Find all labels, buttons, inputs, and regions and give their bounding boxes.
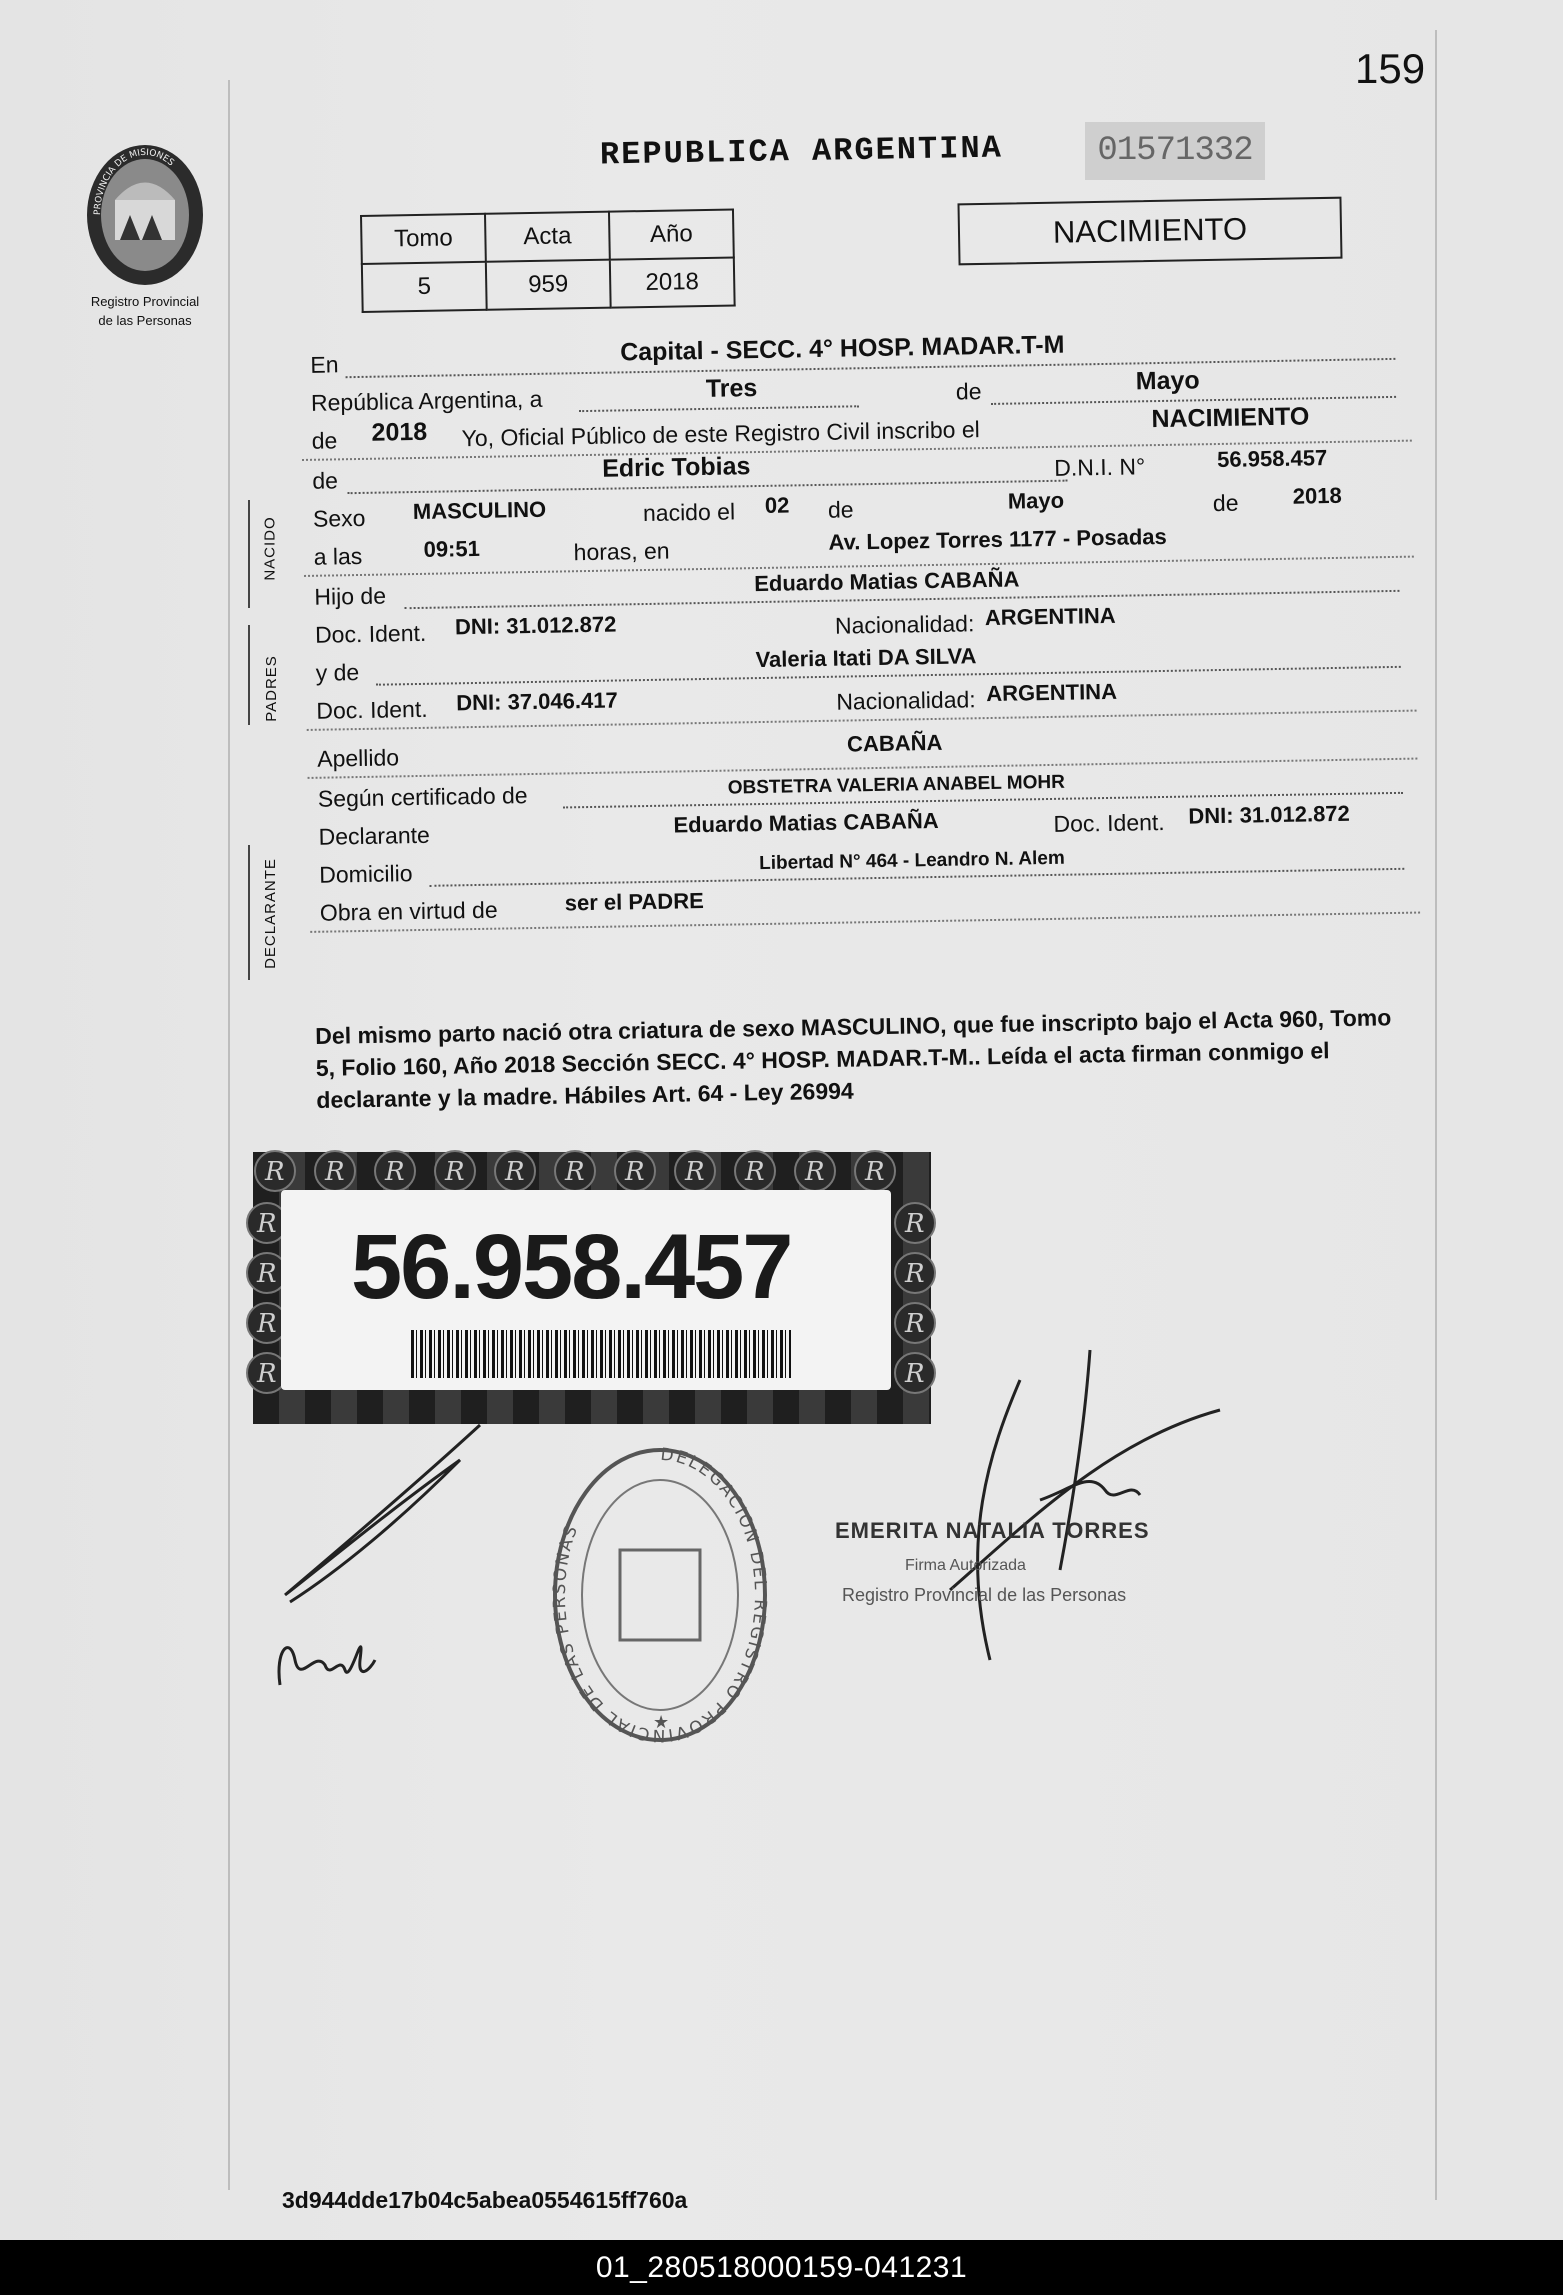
- declarante-bar: [248, 845, 250, 980]
- pattern-letter: R: [445, 1157, 465, 1187]
- value-anio: 2018: [610, 257, 735, 307]
- right-margin-line: [1435, 30, 1437, 2200]
- record-type-box: NACIMIENTO: [957, 197, 1342, 266]
- nacido-bar: [248, 500, 250, 608]
- header-acta: Acta: [485, 212, 610, 262]
- certificado-label: Según certificado de: [317, 782, 528, 812]
- en-value: Capital - SECC. 4° HOSP. MADAR.T-M: [619, 330, 1065, 367]
- id-sticker: [253, 1152, 931, 1424]
- barcode-icon: [411, 1330, 791, 1378]
- yde-label: y de: [315, 659, 360, 686]
- page-number: 159: [1355, 45, 1426, 92]
- nombre-value: Edric Tobias: [601, 452, 751, 483]
- madre-nac-label: Nacionalidad:: [836, 686, 976, 715]
- certificado-value: OBSTETRA VALERIA ANABEL MOHR: [727, 771, 1066, 799]
- padre-nac-label: Nacionalidad:: [834, 610, 975, 639]
- document-title: REPUBLICA ARGENTINA: [599, 129, 1004, 174]
- pattern-letter: R: [905, 1309, 925, 1339]
- serial-number: 01571332: [1085, 122, 1265, 180]
- official-registry: Registro Provincial de las Personas: [842, 1585, 1127, 1605]
- horas-label: horas, en: [573, 537, 670, 566]
- header-tomo: Tomo: [361, 214, 486, 264]
- pattern-letter: R: [505, 1157, 525, 1187]
- madre-doc-label: Doc. Ident.: [316, 695, 428, 724]
- domicilio-value: Libertad N° 464 - Leandro N. Alem: [758, 847, 1065, 875]
- de-year-label: de: [311, 427, 338, 454]
- pattern-letter: R: [865, 1157, 885, 1187]
- registry-stamp: [545, 1440, 775, 1760]
- year-value: 2018: [371, 417, 428, 447]
- pattern-letter: R: [905, 1209, 925, 1239]
- value-acta: 959: [486, 260, 611, 310]
- nacido-anio: 2018: [1292, 482, 1342, 509]
- value-tomo: 5: [362, 262, 487, 312]
- pattern-letter: R: [685, 1157, 705, 1187]
- header-anio: Año: [609, 209, 734, 259]
- decl-doc-value: DNI: 31.012.872: [1188, 800, 1350, 829]
- pattern-letter: R: [745, 1157, 765, 1187]
- pattern-letter: R: [257, 1309, 277, 1339]
- left-margin-line: [228, 80, 230, 2190]
- official-name: EMERITA NATALIA TORRES: [835, 1518, 1150, 1543]
- logo-caption-2: de las Personas: [98, 313, 192, 328]
- declarante-label: Declarante: [318, 821, 431, 850]
- pattern-letter: R: [805, 1157, 825, 1187]
- birth-record-form: [300, 326, 1420, 933]
- side-label-declarante: DECLARANTE: [261, 858, 279, 969]
- file-id-bar: 01_280518000159-041231: [0, 2240, 1563, 2295]
- padre-nac: ARGENTINA: [984, 602, 1116, 631]
- pattern-letter: R: [257, 1359, 277, 1389]
- madre-value: Valeria Itati DA SILVA: [755, 643, 977, 673]
- obra-value: ser el PADRE: [564, 888, 704, 916]
- pattern-letter: R: [905, 1359, 925, 1389]
- padre-doc: DNI: 31.012.872: [454, 611, 617, 640]
- nombre-label: de: [312, 467, 339, 494]
- dia-value: Tres: [705, 374, 758, 403]
- oficial-text: Yo, Oficial Público de este Registro Civil inscribo el: [461, 416, 980, 452]
- nacido-dia: 02: [764, 492, 790, 518]
- de-label: de: [955, 378, 982, 405]
- obra-label: Obra en virtud de: [319, 896, 498, 926]
- side-label-nacido: NACIDO: [261, 516, 279, 581]
- sexo-value: MASCULINO: [412, 496, 547, 525]
- document-hash: 3d944dde17b04c5abea0554615ff760a: [282, 2187, 688, 2213]
- birth-note: Del mismo parto nació otra criatura de sexo MASCULINO, que fue inscripto bajo el Acta 960, Tomo 5, Folio 160, Año 2018 Sección SECC. 4° HOSP. MADAR.T-M.. Leída el acta firman conmigo el declarante y la madre. Hábiles Art. 64 - Ley 26994: [315, 1004, 1392, 1113]
- side-label-padres: PADRES: [262, 655, 280, 722]
- nacido-label: nacido el: [642, 498, 736, 527]
- mes-value: Mayo: [1135, 366, 1200, 396]
- star-icon: ★: [653, 1712, 670, 1732]
- pattern-letter: R: [257, 1209, 277, 1239]
- padre-value: Eduardo Matias CABAÑA: [754, 566, 1020, 597]
- apellido-value: CABAÑA: [846, 729, 943, 757]
- pattern-letter: R: [565, 1157, 585, 1187]
- registry-logo: [70, 140, 220, 328]
- hijo-label: Hijo de: [314, 582, 387, 610]
- madre-nac: ARGENTINA: [985, 678, 1118, 707]
- pattern-letter: R: [265, 1157, 285, 1187]
- dni-label: D.N.I. N°: [1054, 453, 1146, 481]
- alas-label: a las: [313, 542, 363, 570]
- inscribo-value: NACIMIENTO: [1151, 402, 1310, 434]
- padres-bar: [248, 625, 250, 725]
- sexo-label: Sexo: [312, 504, 366, 532]
- pattern-letter: R: [905, 1259, 925, 1289]
- nacido-de1: de: [827, 496, 854, 523]
- hora-value: 09:51: [423, 535, 481, 562]
- pattern-letter: R: [625, 1157, 645, 1187]
- logo-ring-text: PROVINCIA DE MISIONES: [92, 147, 176, 216]
- apellido-label: Apellido: [316, 744, 400, 772]
- declarant-signature: [270, 1420, 500, 1690]
- padre-doc-label: Doc. Ident.: [314, 619, 427, 648]
- stamp-text: DELEGACION DEL REGISTRO PROVINCIAL DE LAS PERSONAS: [549, 1444, 771, 1746]
- lugar-value: Av. Lopez Torres 1177 - Posadas: [828, 523, 1167, 555]
- pattern-letter: R: [385, 1157, 405, 1187]
- provincial-seal-icon: [80, 140, 210, 290]
- domicilio-label: Domicilio: [319, 860, 413, 888]
- nacido-mes: Mayo: [1007, 487, 1065, 514]
- pattern-letter: R: [325, 1157, 345, 1187]
- sticker-number: 56.958.457: [351, 1216, 792, 1318]
- decl-doc-label: Doc. Ident.: [1053, 808, 1165, 837]
- dni-value: 56.958.457: [1216, 445, 1328, 473]
- reference-table: [360, 208, 736, 313]
- pattern-letter: R: [257, 1259, 277, 1289]
- en-label: En: [310, 351, 339, 378]
- republica-label: República Argentina, a: [310, 385, 543, 416]
- nacido-de2: de: [1212, 489, 1239, 517]
- madre-doc: DNI: 37.046.417: [456, 687, 618, 716]
- sticker-label: [281, 1190, 891, 1390]
- logo-caption-1: Registro Provincial: [90, 294, 200, 309]
- declarante-value: Eduardo Matias CABAÑA: [673, 807, 939, 838]
- official-role: Firma Autorizada: [905, 1557, 1026, 1574]
